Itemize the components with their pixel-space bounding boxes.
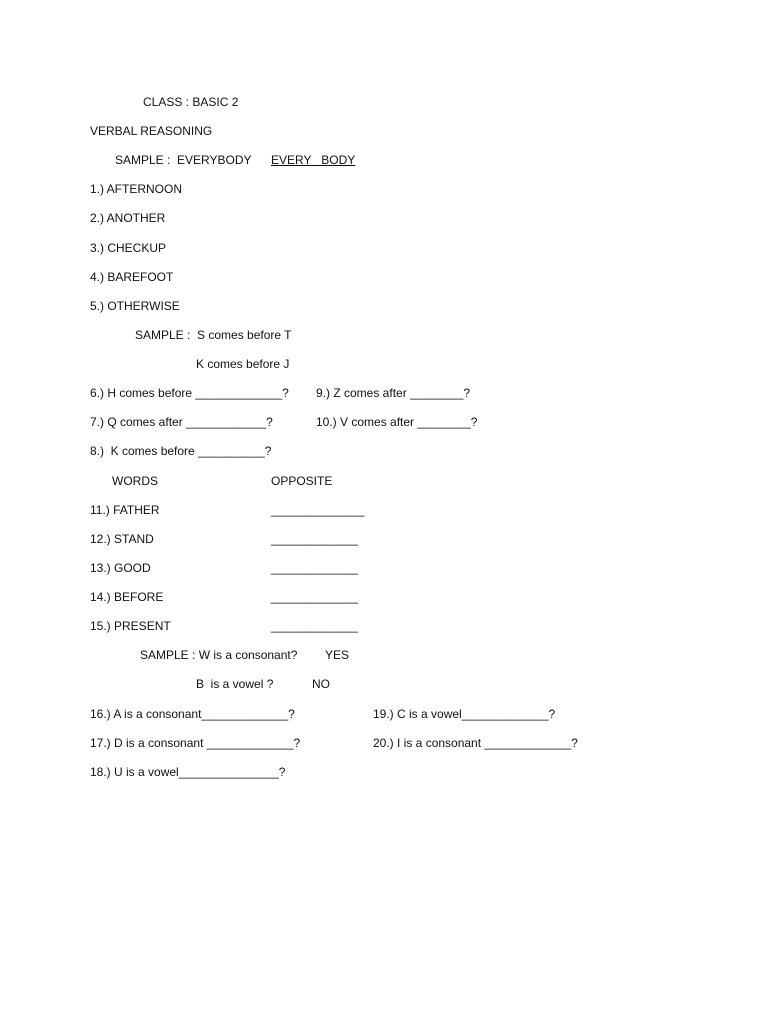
question-19: 19.) C is a vowel_____________?: [373, 707, 556, 721]
question-13: 13.) GOOD: [90, 561, 151, 575]
question-14: 14.) BEFORE: [90, 590, 164, 604]
question-9: 9.) Z comes after ________?: [316, 386, 471, 400]
question-2: 2.) ANOTHER: [90, 211, 166, 225]
question-8: 8.) K comes before __________?: [90, 444, 272, 458]
sample-vowel-question: B is a vowel ?: [196, 677, 274, 691]
subject-title: VERBAL REASONING: [90, 124, 213, 138]
question-12: 12.) STAND: [90, 532, 154, 546]
sample-letter-order-1: SAMPLE : S comes before T: [135, 328, 292, 342]
class-label: CLASS : BASIC 2: [143, 95, 239, 109]
sample-split-answer: EVERY BODY: [271, 153, 356, 167]
question-11: 11.) FATHER: [90, 503, 160, 517]
question-15: 15.) PRESENT: [90, 619, 171, 633]
question-5: 5.) OTHERWISE: [90, 299, 180, 313]
question-3: 3.) CHECKUP: [90, 241, 167, 255]
sample-letter-order-2: K comes before J: [196, 357, 290, 371]
sample-split-word: SAMPLE : EVERYBODY: [115, 153, 252, 167]
column-header-words: WORDS: [112, 474, 158, 488]
answer-blank-12: _____________: [271, 532, 358, 546]
answer-blank-15: _____________: [271, 619, 358, 633]
answer-blank-14: _____________: [271, 590, 358, 604]
answer-blank-13: _____________: [271, 561, 358, 575]
question-6: 6.) H comes before _____________?: [90, 386, 289, 400]
question-7: 7.) Q comes after ____________?: [90, 415, 273, 429]
sample-consonant-question: SAMPLE : W is a consonant?: [140, 648, 298, 662]
question-1: 1.) AFTERNOON: [90, 182, 183, 196]
question-4: 4.) BAREFOOT: [90, 270, 174, 284]
question-17: 17.) D is a consonant _____________?: [90, 736, 301, 750]
column-header-opposite: OPPOSITE: [271, 474, 333, 488]
question-10: 10.) V comes after ________?: [316, 415, 478, 429]
question-18: 18.) U is a vowel_______________?: [90, 765, 286, 779]
answer-blank-11: ______________: [271, 503, 365, 517]
sample-vowel-answer: NO: [312, 677, 330, 691]
question-16: 16.) A is a consonant_____________?: [90, 707, 295, 721]
question-20: 20.) I is a consonant _____________?: [373, 736, 578, 750]
sample-consonant-answer: YES: [325, 648, 350, 662]
